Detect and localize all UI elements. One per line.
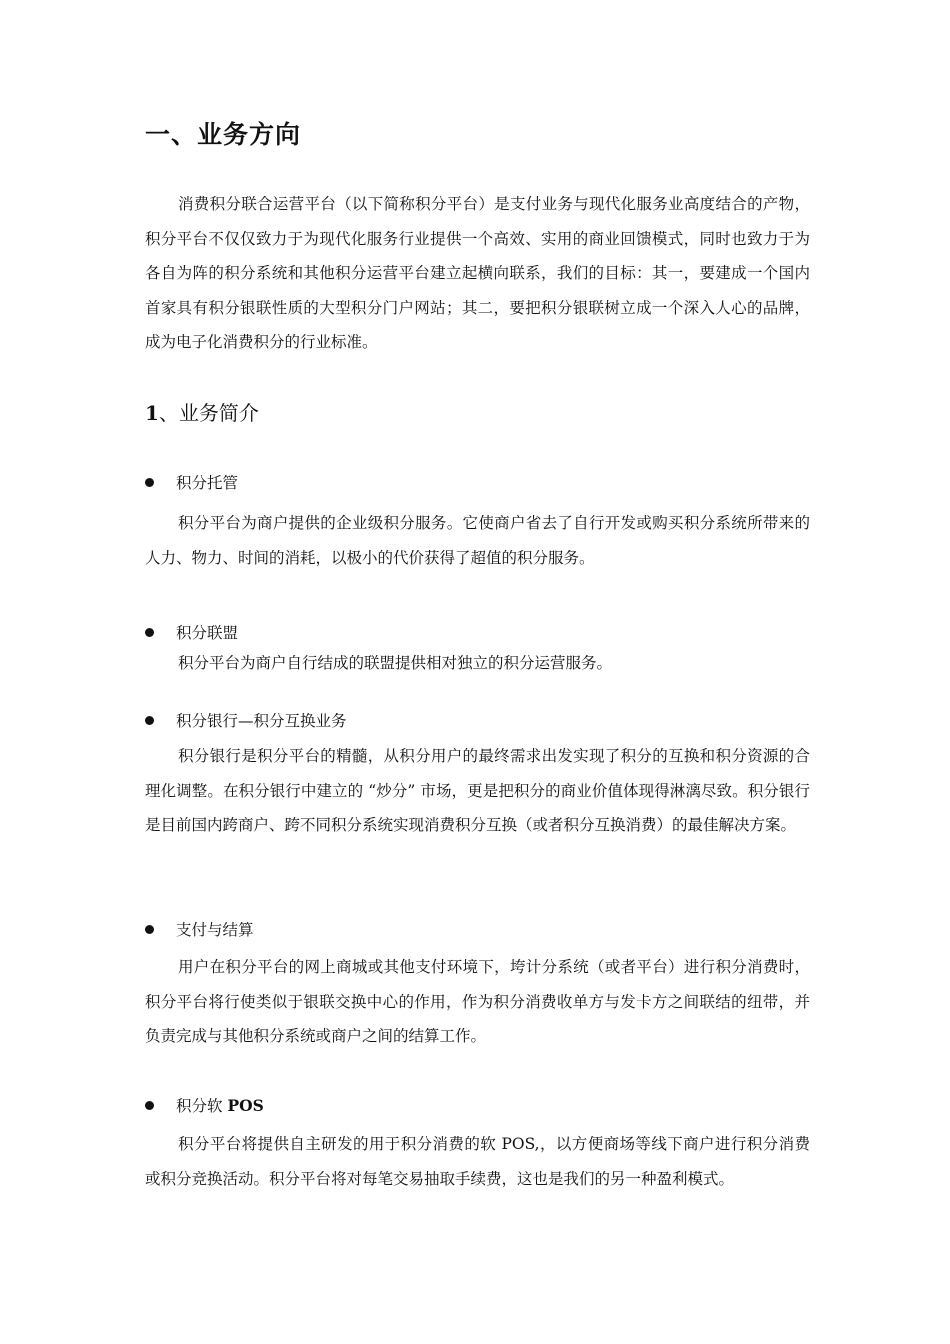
bullet-item-title (145, 709, 347, 731)
bullet-dot-icon (145, 925, 154, 934)
item-title-text: 支付与结算 (176, 921, 254, 939)
item-title-text: 积分联盟 (176, 624, 239, 642)
bullet-dot-icon (145, 628, 154, 637)
item-body-paragraph: 积分平台为商户提供的企业级积分服务。它使商户省去了自行开发或购买积分系统所带来的人力、物力、时间的消耗，以极小的代价获得了超值的积分服务。 (145, 514, 810, 567)
bullet-dot-icon (145, 716, 154, 725)
item-body-paragraph: 用户在积分平台的网上商城或其他支付环境下，垮计分系统（或者平台）进行积分消费时，积分平台将行使类似于银联交换中心的作用，作为积分消费收单方与发卡方之间联结的纽带，并负责完成与其他积分系统或商户之间的结算工作。 (145, 958, 810, 1045)
bullet-item-title (145, 621, 238, 643)
bullet-item-title (145, 1094, 264, 1116)
item-title-text: 积分银行—积分互换业务 (176, 712, 347, 730)
item-body-paragraph: 积分平台为商户自行结成的联盟提供相对独立的积分运营服务。 (178, 654, 613, 672)
subsection-number: 1 (145, 401, 159, 425)
bullet-dot-icon (145, 478, 154, 487)
item-title-bold: POS (227, 1096, 264, 1115)
intro-paragraph: 消费积分联合运营平台（以下简称积分平台）是支付业务与现代化服务业高度结合的产物，积分平台不仅仅致力于为现代化服务行业提供一个高效、实用的商业回馈模式，同时也致力于为各自为阵的积分系统和其他积分运营平台建立起横向联系，我们的目标：其一，要建成一个国内首家具有积分银联性质的大型积分门户网站；其二，要把积分银联树立成一个深入人心的品牌，成为电子化消费积分的行业标准。 (145, 195, 810, 351)
subsection-title: 、业务简介 (158, 401, 259, 425)
bullet-item-title (145, 918, 254, 940)
item-title-text: 积分托管 (176, 474, 239, 492)
section-heading: 一、业务方向 (145, 120, 302, 149)
item-title-text: 积分软 (176, 1097, 228, 1115)
item-body-paragraph: 积分平台将提供自主研发的用于积分消费的软 POS,，以方便商场等线下商户进行积分消费或积分竞换活动。积分平台将对每笔交易抽取手续费，这也是我们的另一种盈利模式。 (145, 1135, 810, 1188)
bullet-item-title (145, 471, 238, 493)
subsection-heading (145, 397, 259, 426)
bullet-dot-icon (145, 1101, 154, 1110)
item-body-paragraph: 积分银行是积分平台的精髓，从积分用户的最终需求出发实现了积分的互换和积分资源的合理化调整。在积分银行中建立的 “炒分” 市场，更是把积分的商业价值体现得淋漓尽致。积分银行是目前国内跨商户、跨不同积分系统实现消费积分互换（或者积分互换消费）的最佳解决方案。 (145, 747, 810, 834)
